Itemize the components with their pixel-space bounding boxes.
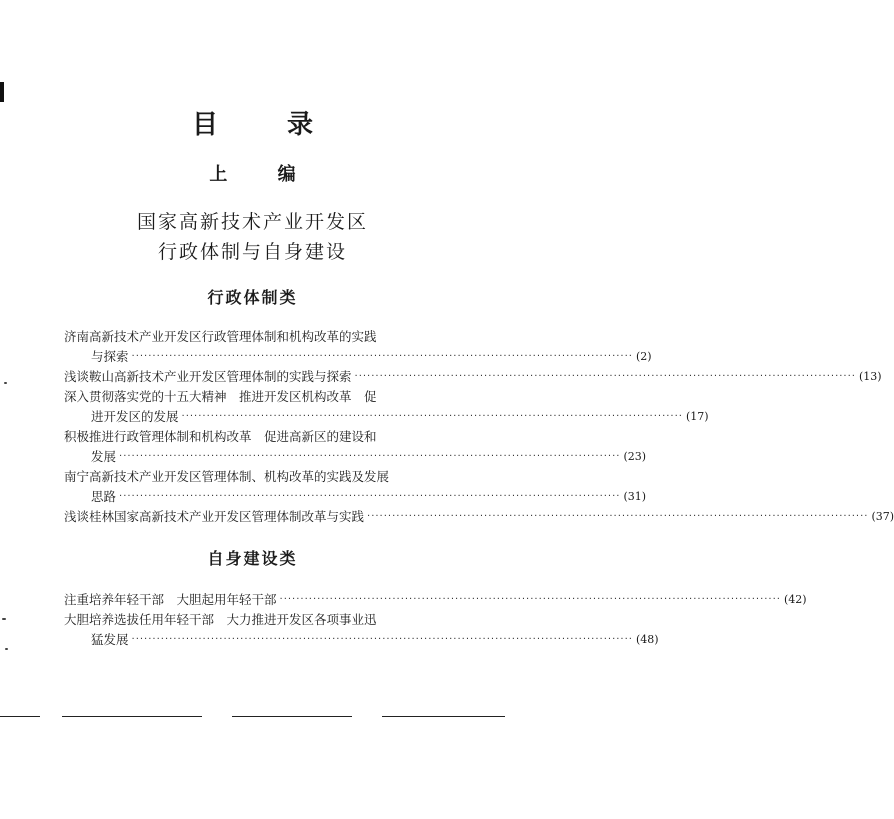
toc-entry-text: 南宁高新技术产业开发区管理体制、机构改革的实践及发展 — [64, 469, 390, 484]
section-heading-self-building: 自身建设类 — [207, 549, 298, 568]
toc-entry-text: 发展 — [91, 449, 117, 464]
toc-entry[interactable] — [64, 327, 652, 367]
toc-entry-text: 注重培养年轻干部 大胆起用年轻干部 — [64, 592, 277, 607]
toc-page-number: (17) — [685, 410, 709, 423]
toc-page-number: (2) — [635, 350, 652, 363]
toc-entry[interactable] — [64, 367, 882, 387]
leader-dots: ························································································································ — [181, 411, 683, 422]
toc-entry-text: 积极推进行政管理体制和机构改革 促进高新区的建设和 — [64, 429, 377, 444]
toc-entry[interactable] — [64, 507, 894, 527]
volume-heading: 上 编 — [209, 164, 318, 185]
toc-page-number: (23) — [623, 450, 647, 463]
toc-entry[interactable] — [64, 427, 647, 467]
toc-entry[interactable] — [64, 467, 647, 507]
toc-entry[interactable] — [64, 590, 807, 610]
leader-dots: ························································································································ — [131, 634, 633, 645]
toc-entry-text: 猛发展 — [91, 632, 129, 647]
toc-page-number: (31) — [623, 490, 647, 503]
section-heading-administration: 行政体制类 — [207, 288, 298, 307]
page-bottom-rule — [62, 716, 202, 717]
toc-page-number: (42) — [783, 593, 807, 606]
toc-entry-text: 进开发区的发展 — [91, 409, 179, 424]
toc-entry[interactable] — [64, 387, 709, 427]
leader-dots: ························································································································ — [354, 371, 856, 382]
toc-entry-text: 浅谈鞍山高新技术产业开发区管理体制的实践与探索 — [64, 369, 352, 384]
toc-entry-text: 济南高新技术产业开发区行政管理体制和机构改革的实践 — [64, 329, 377, 344]
leader-dots: ························································································································ — [119, 451, 621, 462]
page-bottom-rule — [232, 716, 352, 717]
toc-entry-text: 思路 — [91, 489, 117, 504]
leader-dots: ························································································································ — [279, 594, 781, 605]
toc-list-administration — [64, 327, 894, 527]
page-title: 目 录 — [191, 110, 344, 140]
toc-page-number: (37) — [871, 510, 894, 523]
toc-page-number: (48) — [635, 633, 659, 646]
toc-entry-text: 大胆培养选拔任用年轻干部 大力推进开发区各项事业迅 — [64, 612, 377, 627]
scan-speck — [4, 382, 7, 384]
toc-entry[interactable] — [64, 610, 659, 650]
toc-entry-text: 浅谈桂林国家高新技术产业开发区管理体制改革与实践 — [64, 509, 365, 524]
toc-entry-text: 深入贯彻落实党的十五大精神 推进开发区机构改革 促 — [64, 389, 377, 404]
leader-dots: ························································································································ — [119, 491, 621, 502]
part-subtitle-line-1: 国家高新技术产业开发区 — [136, 211, 368, 233]
part-subtitle-line-2: 行政体制与自身建设 — [157, 241, 347, 263]
toc-entry-text: 与探索 — [91, 349, 129, 364]
page-bottom-rule — [382, 716, 505, 717]
toc-page-number: (13) — [858, 370, 882, 383]
leader-dots: ························································································································ — [367, 511, 869, 522]
leader-dots: ························································································································ — [131, 351, 633, 362]
scan-speck — [2, 618, 6, 620]
scan-edge-mark — [0, 82, 4, 102]
scan-speck — [5, 648, 8, 650]
page-bottom-rule — [0, 716, 40, 717]
toc-list-self-building — [64, 590, 807, 650]
